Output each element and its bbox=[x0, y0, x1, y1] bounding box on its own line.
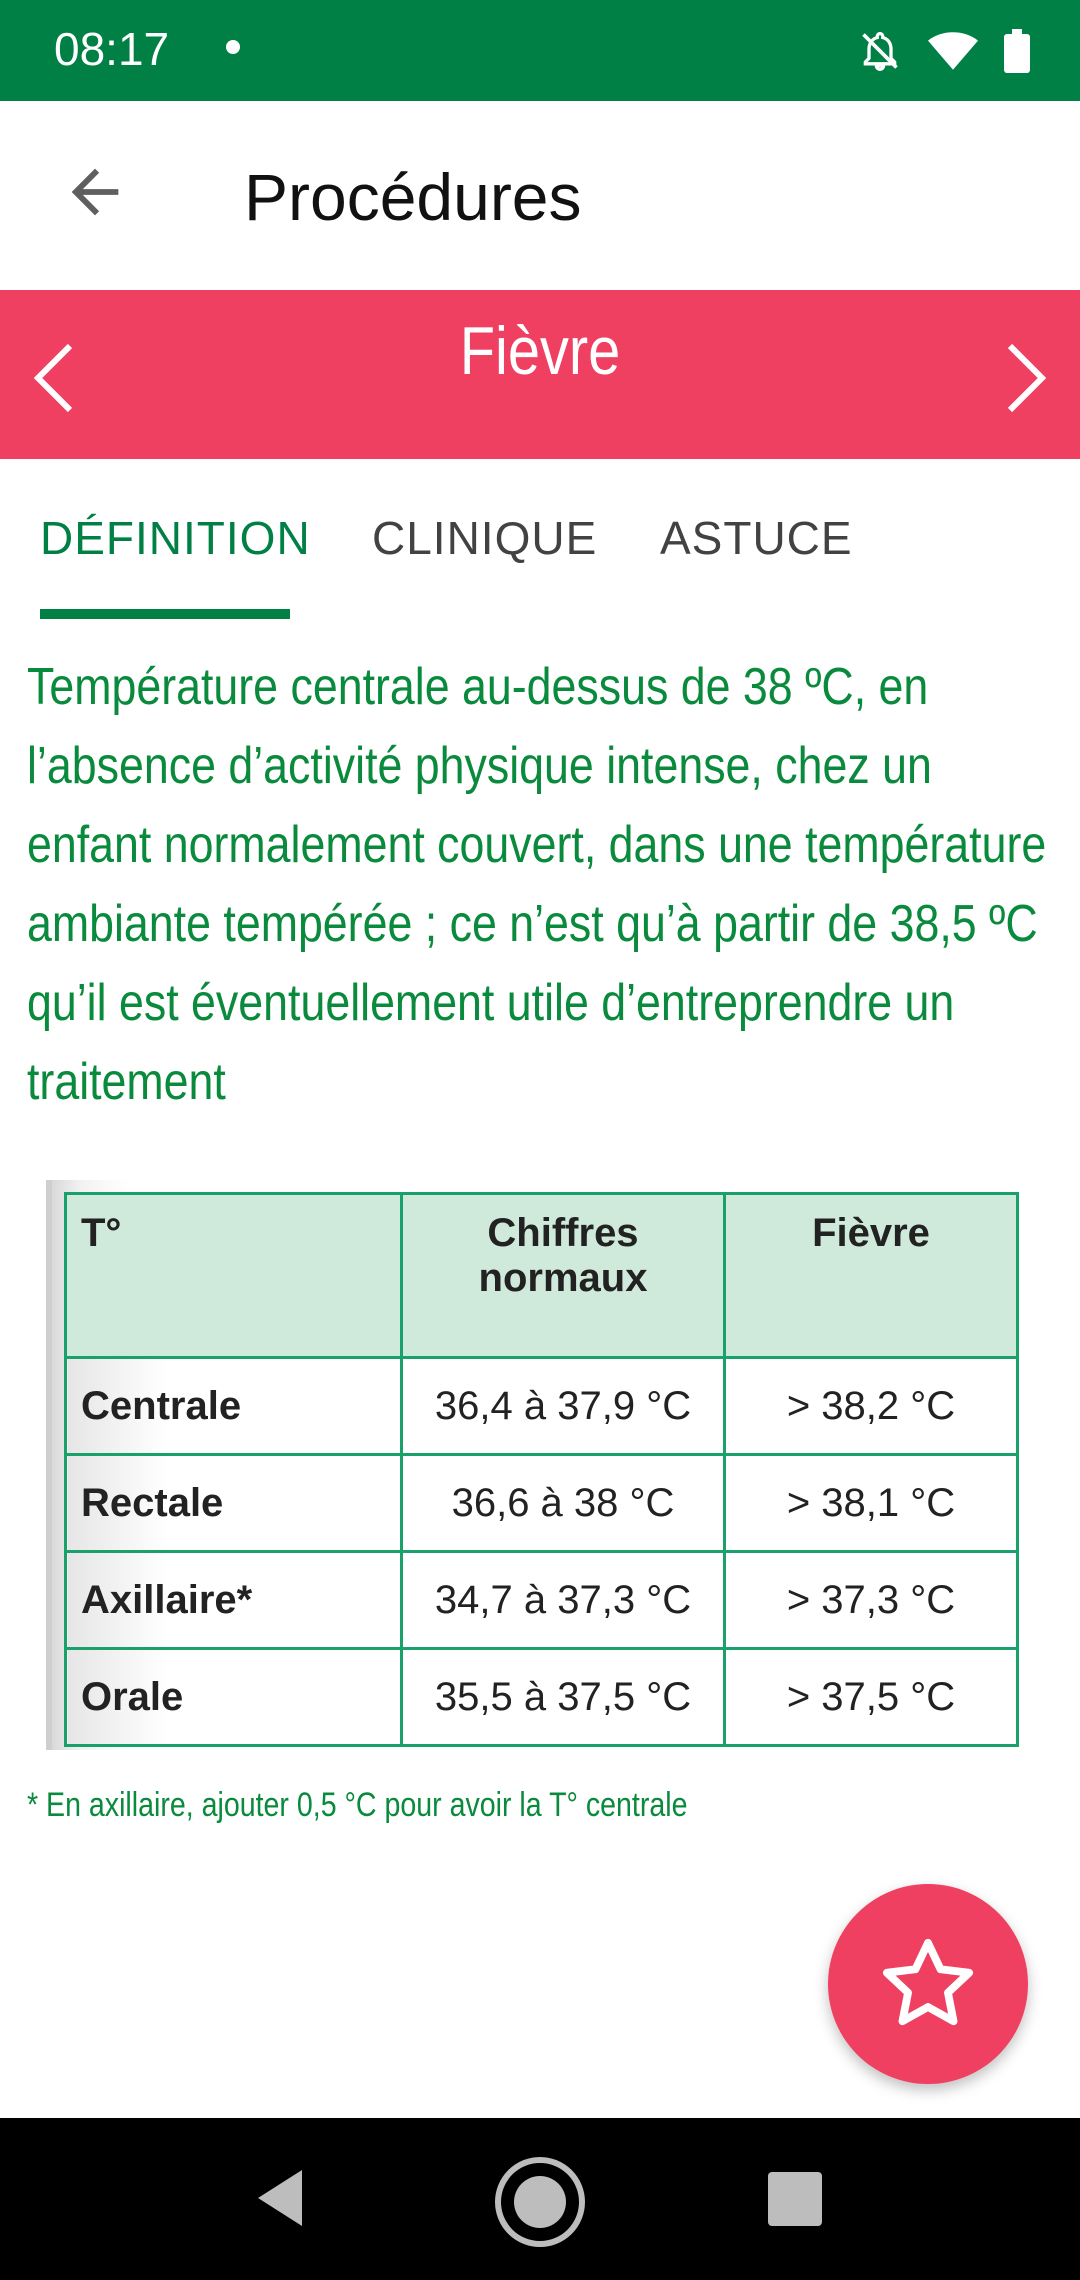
table-header-row bbox=[66, 1194, 1018, 1358]
chevron-left-icon bbox=[26, 338, 82, 418]
temperature-table bbox=[64, 1192, 1019, 1747]
definition-text: Température centrale au-dessus de 38 ºC, en l’absence d’activité physique intense, chez un enfant normalement couvert, dans une température ambiante tempérée ; ce n’est qu’à partir de 38,5 ºC qu’il est éventuellement utile d’entreprendre un traitement bbox=[27, 658, 1047, 1111]
status-icons bbox=[858, 24, 1030, 78]
table-row bbox=[66, 1455, 1018, 1552]
temperature-table-image bbox=[46, 1180, 1014, 1750]
arrow-back-icon bbox=[60, 157, 130, 227]
table-cell: > 37,3 °C bbox=[725, 1552, 1018, 1649]
wifi-badge: 4 bbox=[971, 39, 982, 59]
header-cell: Chiffres normaux bbox=[402, 1194, 725, 1358]
nav-back-icon[interactable] bbox=[254, 2168, 306, 2228]
row-label: Rectale bbox=[66, 1455, 402, 1552]
table-cell: 36,6 à 38 °C bbox=[402, 1455, 725, 1552]
tab-astuce[interactable]: ASTUCE bbox=[660, 512, 853, 564]
battery-icon bbox=[1004, 29, 1030, 73]
chevron-right-icon bbox=[998, 338, 1054, 418]
table-row bbox=[66, 1649, 1018, 1746]
row-label: Axillaire* bbox=[66, 1552, 402, 1649]
next-topic-button[interactable] bbox=[998, 338, 1054, 418]
system-nav-bar bbox=[0, 2118, 1080, 2280]
status-time: 08:17 bbox=[54, 23, 170, 75]
table-cell: 34,7 à 37,3 °C bbox=[402, 1552, 725, 1649]
topic-header bbox=[0, 290, 1080, 459]
nav-recents-icon[interactable] bbox=[768, 2172, 822, 2226]
table-cell: > 38,2 °C bbox=[725, 1358, 1018, 1455]
notification-dot-icon bbox=[226, 40, 240, 54]
active-tab-indicator bbox=[40, 609, 290, 619]
page-title: Procédures bbox=[244, 160, 582, 234]
table-row bbox=[66, 1358, 1018, 1455]
wifi-icon bbox=[928, 29, 982, 73]
table-cell: 35,5 à 37,5 °C bbox=[402, 1649, 725, 1746]
row-label: Centrale bbox=[66, 1358, 402, 1455]
previous-topic-button[interactable] bbox=[26, 338, 82, 418]
table-cell: > 37,5 °C bbox=[725, 1649, 1018, 1746]
nav-home-icon[interactable] bbox=[492, 2154, 588, 2250]
row-label: Orale bbox=[66, 1649, 402, 1746]
status-bar bbox=[0, 0, 1080, 101]
favorite-button[interactable] bbox=[828, 1884, 1028, 2084]
topic-title: Fièvre bbox=[459, 313, 621, 389]
app-bar bbox=[0, 101, 1080, 290]
back-button[interactable] bbox=[60, 157, 130, 227]
tab-bar bbox=[0, 459, 1080, 621]
table-row bbox=[66, 1552, 1018, 1649]
notifications-off-icon bbox=[858, 29, 902, 73]
table-cell: > 38,1 °C bbox=[725, 1455, 1018, 1552]
tab-definition[interactable]: DÉFINITION bbox=[40, 512, 311, 564]
footnote: * En axillaire, ajouter 0,5 °C pour avoir la T° centrale bbox=[27, 1786, 688, 1824]
table-cell: 36,4 à 37,9 °C bbox=[402, 1358, 725, 1455]
star-outline-icon bbox=[876, 1932, 980, 2036]
header-cell: T° bbox=[66, 1194, 402, 1358]
header-cell: Fièvre bbox=[725, 1194, 1018, 1358]
tab-clinique[interactable]: CLINIQUE bbox=[372, 512, 598, 564]
